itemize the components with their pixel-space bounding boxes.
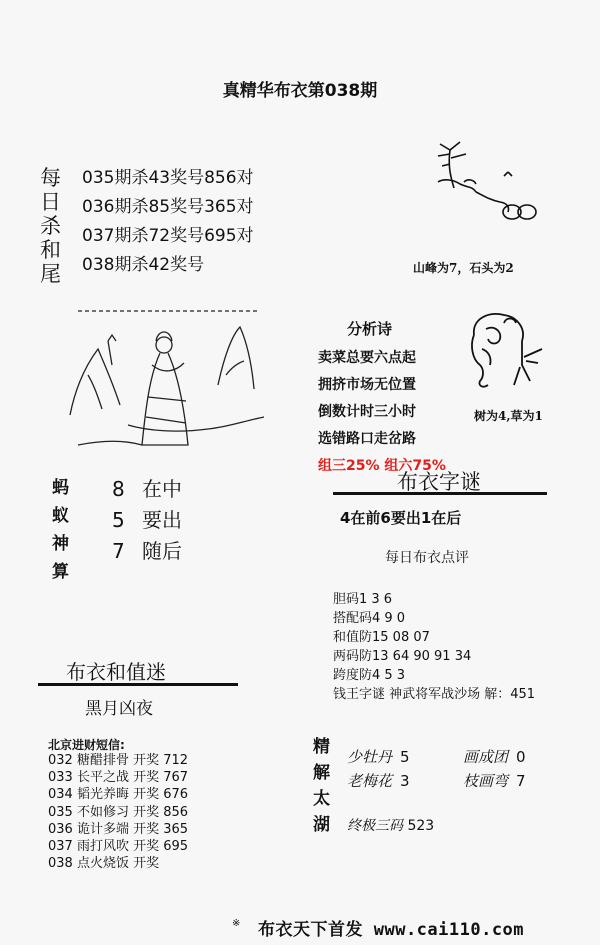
review-line: 胆码1 3 6 bbox=[333, 592, 393, 607]
lady-sketch-illustration bbox=[68, 305, 268, 455]
page-title: 真精华布衣第038期 bbox=[222, 81, 378, 101]
footer-text: 布衣天下首发 www.cai110.com bbox=[258, 920, 525, 940]
daily-kill-list bbox=[82, 164, 254, 280]
poem-line: 倒数计时三小时 bbox=[318, 404, 416, 420]
jinghu-vertical-label bbox=[313, 734, 330, 838]
ant-row bbox=[112, 536, 182, 567]
poem-red-line: 组三25% 组六75% bbox=[318, 458, 446, 474]
list-item: 037 雨打风吹 开奖 695 bbox=[48, 839, 189, 855]
vertical-char: 精 bbox=[313, 737, 330, 757]
ant-rows bbox=[112, 474, 182, 567]
kill-line: 035期杀43奖号856对 bbox=[82, 168, 254, 188]
poem-line: 选错路口走岔路 bbox=[318, 431, 416, 447]
poem-lines bbox=[318, 345, 446, 480]
flower-name: 少牡丹 bbox=[347, 748, 393, 766]
hezhi-divider bbox=[38, 683, 238, 686]
riddle-heading: 布衣字谜 bbox=[397, 470, 481, 494]
poem-line: 拥挤市场无位置 bbox=[318, 377, 416, 393]
review-lines bbox=[333, 590, 535, 704]
vertical-char: 蚁 bbox=[52, 506, 69, 526]
beijing-list bbox=[48, 752, 188, 872]
review-heading: 每日布衣点评 bbox=[385, 550, 469, 566]
list-item: 036 诡计多端 开奖 365 bbox=[48, 821, 189, 837]
kill-line: 037期杀72奖号695对 bbox=[82, 226, 254, 246]
ant-row-number: 7 bbox=[112, 539, 125, 563]
vertical-char: 日 bbox=[40, 190, 61, 214]
list-item bbox=[463, 745, 526, 769]
final-label: 终极三码 bbox=[347, 818, 403, 834]
vertical-char: 蚂 bbox=[52, 478, 69, 498]
ant-row bbox=[112, 505, 182, 536]
list-item: 035 不如修习 开奖 856 bbox=[48, 804, 189, 820]
ant-row bbox=[112, 474, 182, 505]
poem-line: 卖菜总要六点起 bbox=[318, 350, 416, 366]
riddle-answer: 4在前6要出1在后 bbox=[340, 509, 462, 527]
review-line: 钱王字谜 神武将军战沙场 解：451 bbox=[333, 687, 536, 702]
list-item: 034 韬光养晦 开奖 676 bbox=[48, 787, 189, 803]
kill-line: 036期杀85奖号365对 bbox=[82, 197, 254, 217]
vertical-char: 神 bbox=[52, 534, 69, 554]
review-line: 两码防13 64 90 91 34 bbox=[333, 649, 472, 664]
beijing-heading: 北京进财短信: bbox=[48, 738, 125, 752]
ant-row-text: 要出 bbox=[142, 508, 182, 532]
flower-name: 老梅花 bbox=[347, 772, 393, 790]
hezhi-heading: 布衣和值迷 bbox=[66, 660, 166, 684]
vertical-char: 每 bbox=[40, 166, 61, 190]
tree-caption: 树为4,草为1 bbox=[474, 409, 543, 423]
flower-number: 0 bbox=[516, 748, 526, 766]
list-item bbox=[463, 769, 526, 793]
final-number: 523 bbox=[407, 818, 435, 834]
list-item: 033 长平之战 开奖 767 bbox=[48, 770, 189, 786]
jinghu-right-list bbox=[463, 745, 526, 793]
vertical-char: 解 bbox=[313, 763, 330, 783]
ant-row-text: 在中 bbox=[142, 477, 182, 501]
vertical-char: 湖 bbox=[313, 815, 330, 835]
daily-kill-vertical-label bbox=[40, 166, 61, 286]
vertical-char: 太 bbox=[313, 789, 330, 809]
vertical-char: 杀 bbox=[40, 214, 61, 238]
list-item bbox=[347, 769, 410, 793]
flower-number: 3 bbox=[400, 772, 410, 790]
list-item bbox=[347, 745, 410, 769]
ant-row-number: 8 bbox=[112, 477, 125, 501]
flower-name: 枝画弯 bbox=[463, 772, 509, 790]
riddle-divider bbox=[333, 492, 547, 495]
review-line: 搭配码4 9 0 bbox=[333, 611, 406, 626]
ant-row-text: 随后 bbox=[142, 539, 182, 563]
vertical-char: 尾 bbox=[40, 262, 61, 286]
hezhi-answer: 黑月凶夜 bbox=[85, 699, 153, 719]
poem-title: 分析诗 bbox=[347, 320, 393, 338]
list-item: 032 糖醋排骨 开奖 712 bbox=[48, 753, 189, 768]
mountain-sketch-illustration bbox=[420, 140, 540, 225]
footer-symbol: ※ bbox=[232, 918, 241, 929]
ant-row-number: 5 bbox=[112, 508, 125, 532]
flower-number: 7 bbox=[516, 772, 526, 790]
list-item: 038 点火烧饭 开奖 bbox=[48, 856, 160, 872]
vertical-char: 和 bbox=[40, 238, 61, 262]
ant-vertical-label bbox=[52, 474, 69, 586]
final-three-codes bbox=[347, 815, 434, 835]
tree-sketch-illustration bbox=[458, 305, 548, 400]
kill-line: 038期杀42奖号 bbox=[82, 255, 205, 275]
jinghu-left-list bbox=[347, 745, 410, 793]
vertical-char: 算 bbox=[52, 562, 69, 582]
review-line: 和值防15 08 07 bbox=[333, 630, 430, 645]
review-line: 跨度防4 5 3 bbox=[333, 668, 406, 683]
mountain-caption: 山峰为7，石头为2 bbox=[413, 261, 514, 275]
flower-number: 5 bbox=[400, 748, 410, 766]
flower-name: 画成团 bbox=[463, 748, 509, 766]
